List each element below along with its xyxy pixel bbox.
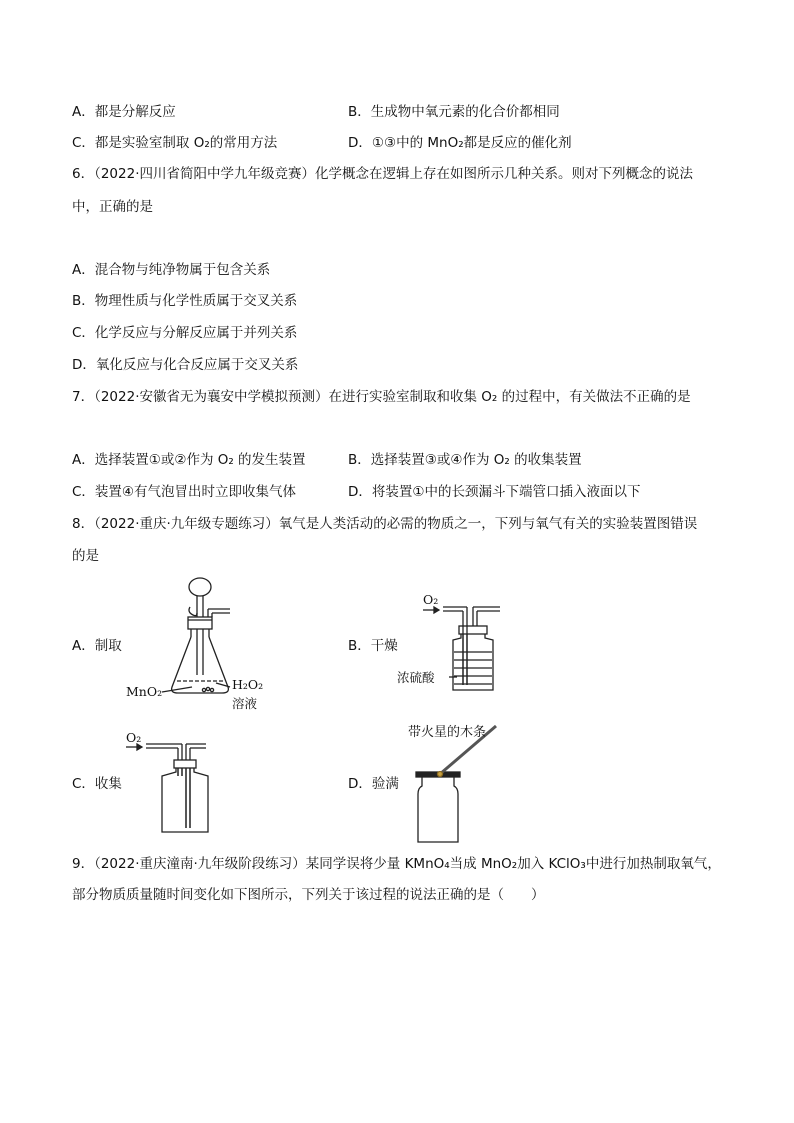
figure-a-flask-apparatus [120,575,280,715]
q7-option-b: B．选择装置③或④作为 O₂ 的收集装置 [348,452,582,468]
q6-option-a: A．混合物与纯净物属于包含关系 [72,262,271,278]
q9-stem-line2: 部分物质质量随时间变化如下图所示，下列关于该过程的说法正确的是（ ） [72,887,545,903]
q7-option-a: A．选择装置①或②作为 O₂ 的发生装置 [72,452,306,468]
q5-option-d: D．①③中的 MnO₂都是反应的催化剂 [348,135,572,151]
figure-d-splint-label: 带火星的木条 [408,725,487,740]
figure-a-h2o2-label: H₂O₂ [232,677,264,692]
q8-stem-line1: 8．（2022·重庆·九年级专题练习）氧气是人类活动的必需的物质之一，下列与氧气有关的实验装置图错误 [72,516,698,532]
q5-option-b: B．生成物中氧元素的化合价都相同 [348,104,560,120]
q8-option-d: D．验满 [348,776,399,792]
figure-b-acid-label: 浓硫酸 [397,670,435,685]
q6-stem-line1: 6．（2022·四川省简阳中学九年级竞赛）化学概念在逻辑上存在如图所示几种关系。则对下列概念的说法 [72,166,693,182]
q8-option-c: C．收集 [72,776,122,792]
q6-option-b: B．物理性质与化学性质属于交叉关系 [72,293,298,309]
q7-option-d: D．将装置①中的长颈漏斗下端管口插入液面以下 [348,484,641,500]
q8-option-a: A．制取 [72,638,122,654]
q7-stem: 7．（2022·安徽省无为襄安中学模拟预测）在进行实验室制取和收集 O₂ 的过程中，有关做法不正确的是 [72,389,691,405]
q5-option-a: A．都是分解反应 [72,104,176,120]
figure-c-o2-label: O₂ [126,730,142,745]
q5-option-c: C．都是实验室制取 O₂的常用方法 [72,135,278,151]
figure-c-collection-bottle [120,728,230,838]
figure-a-mno2-label: MnO₂ [126,684,163,699]
q7-option-c: C．装置④有气泡冒出时立即收集气体 [72,484,297,500]
q6-option-d: D．氧化反应与化合反应属于交叉关系 [72,357,299,373]
q6-option-c: C．化学反应与分解反应属于并列关系 [72,325,298,341]
figure-d-splint-test [400,722,530,847]
q9-stem-line1: 9．（2022·重庆潼南·九年级阶段练习）某同学误将少量 KMnO₄当成 MnO₂加入 KClO₃中进行加热制取氧气， [72,856,721,872]
q8-option-b: B．干燥 [348,638,398,654]
figure-b-drying-bottle [395,590,515,700]
q6-stem-line2: 中，正确的是 [72,199,153,215]
q8-stem-line2: 的是 [72,548,99,564]
figure-a-solution-label: 溶液 [232,696,258,711]
figure-b-o2-label: O₂ [423,592,439,607]
